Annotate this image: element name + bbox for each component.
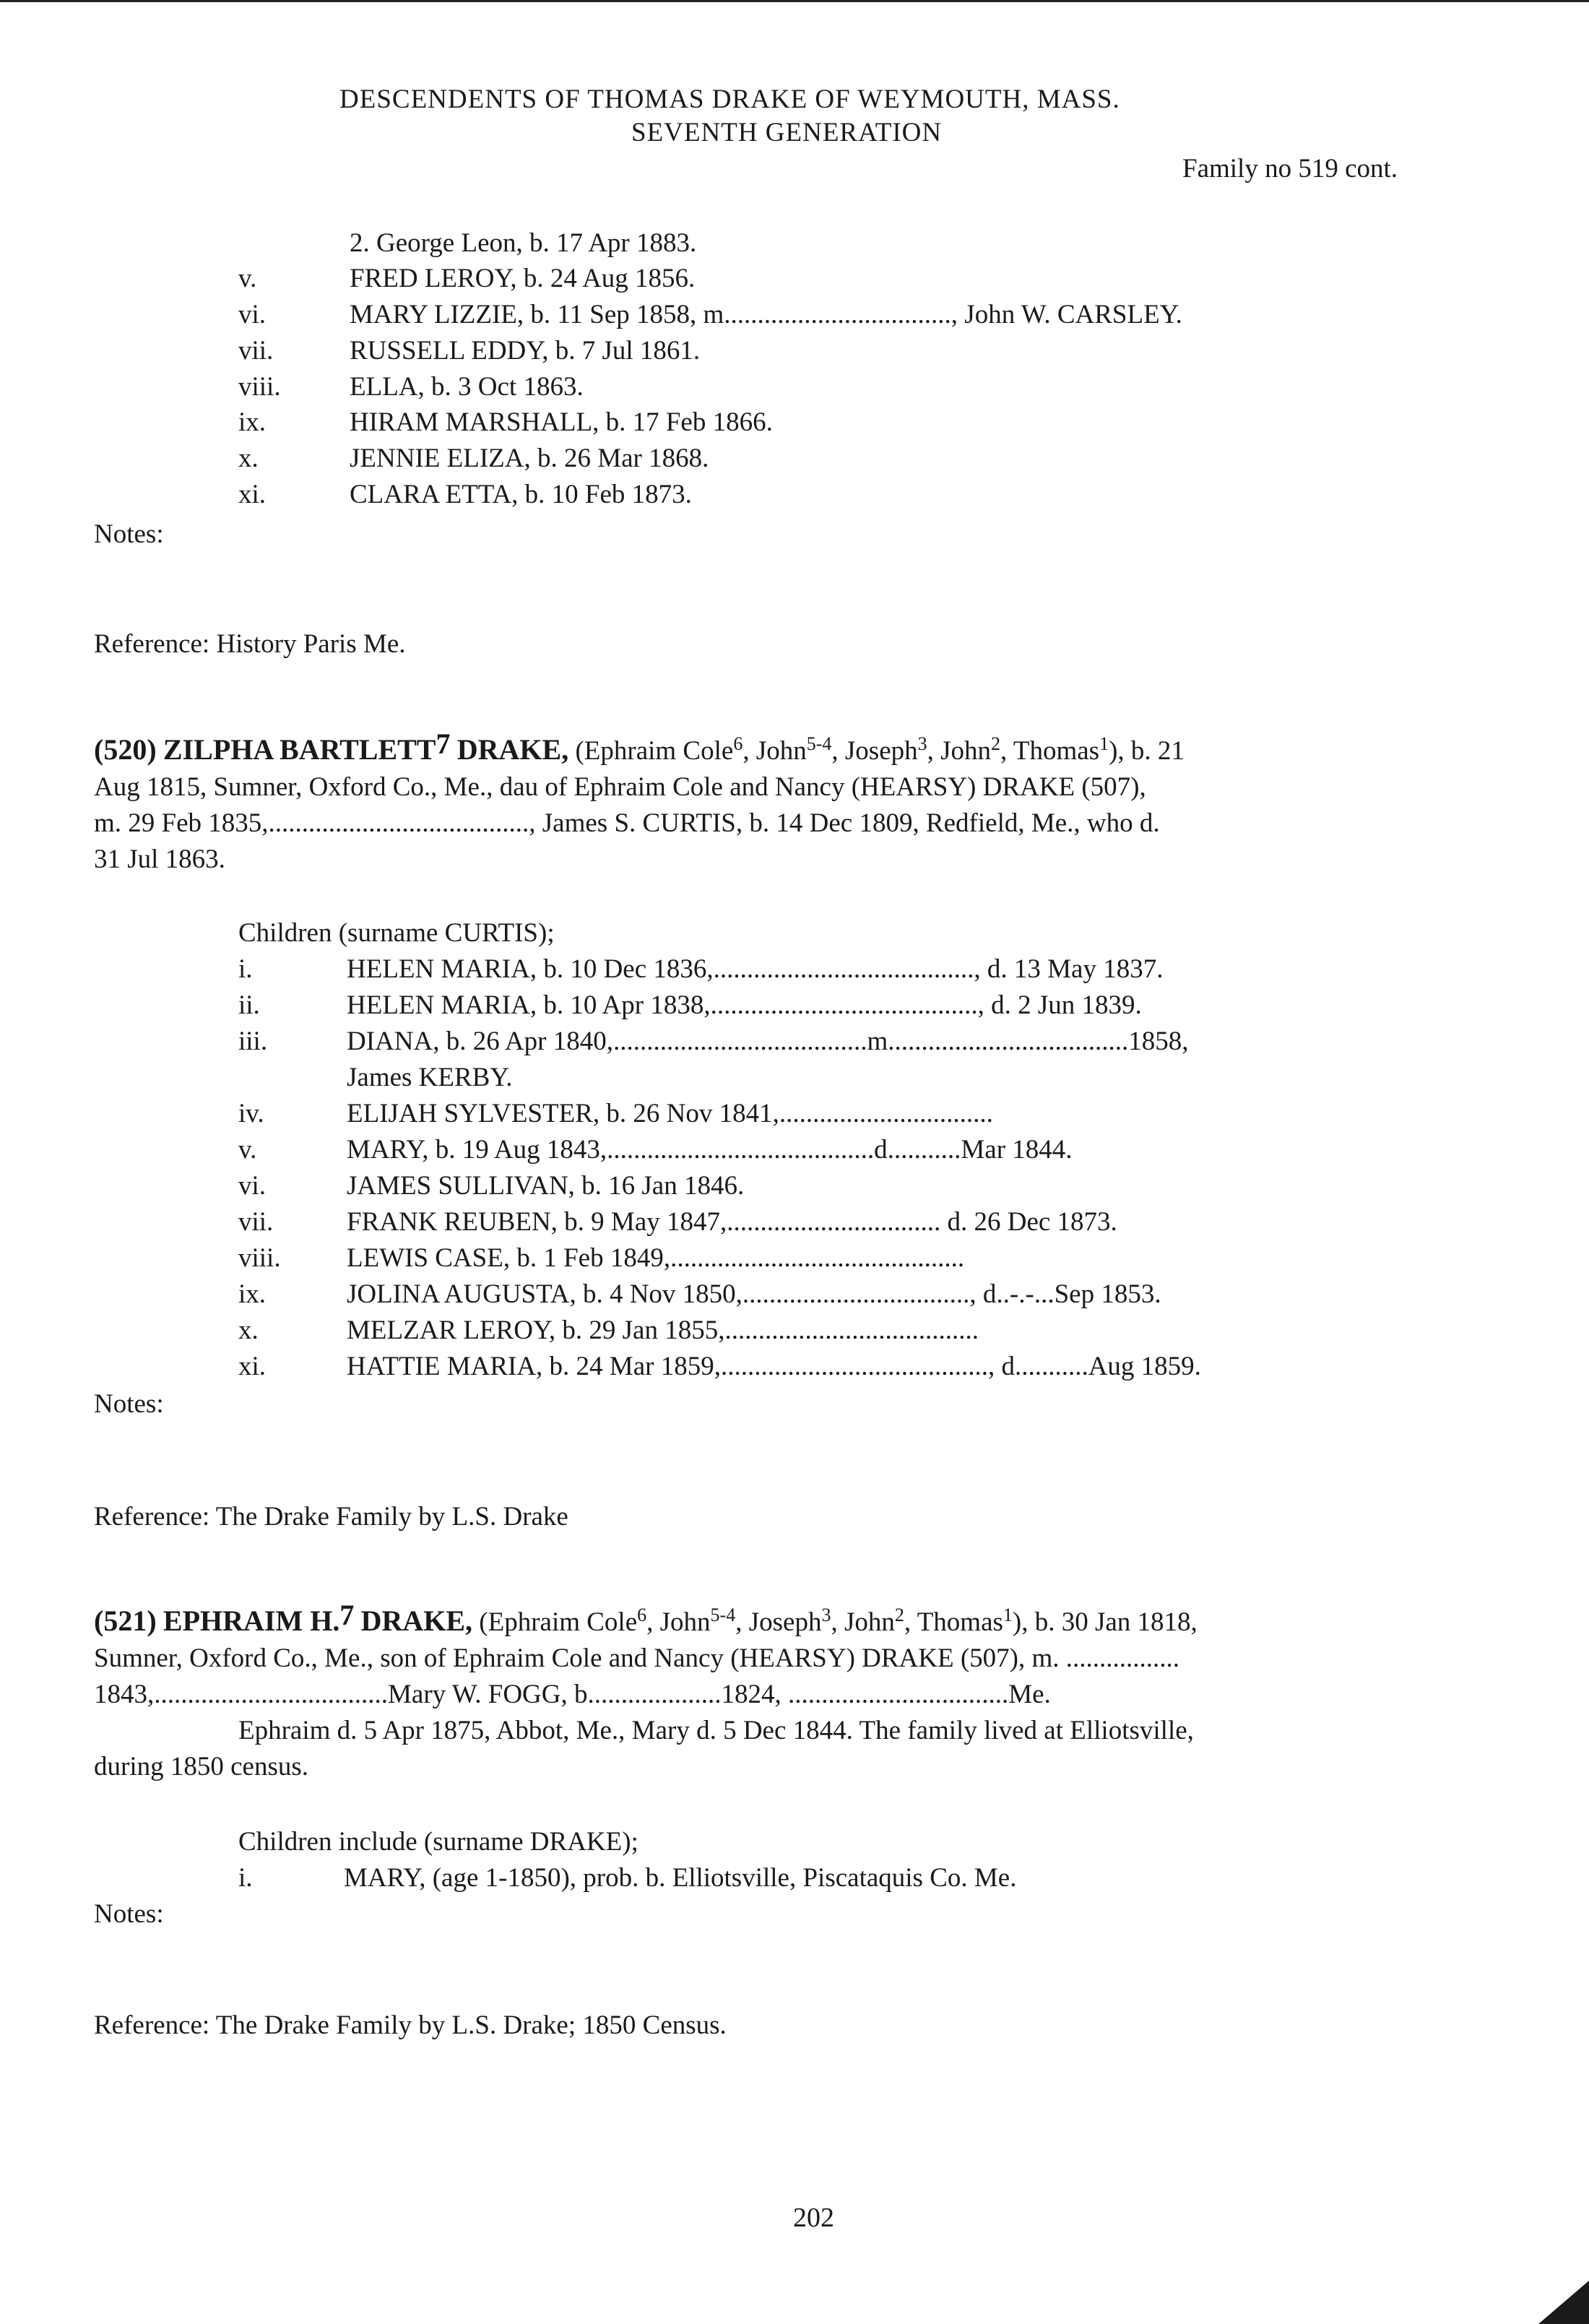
entry-text-line: 1843,...................................Mary W. FOGG, b....................1824, .................................Me. xyxy=(94,1680,1051,1709)
child-entry: HELEN MARIA, b. 10 Apr 1838,........................................, d. 2 Jun 1839. xyxy=(347,990,1142,1020)
generation-heading: SEVENTH GENERATION xyxy=(631,118,943,147)
page-corner-mark xyxy=(1538,2281,1589,2324)
child-number: v. xyxy=(238,1135,257,1165)
child-entry: LEWIS CASE, b. 1 Feb 1849,............................................ xyxy=(347,1243,965,1273)
child-entry: MARY, (age 1-1850), prob. b. Elliotsville, Piscataquis Co. Me. xyxy=(344,1863,1017,1893)
child-entry: MELZAR LEROY, b. 29 Jan 1855,...................................... xyxy=(347,1316,979,1345)
child-entry: ELIJAH SYLVESTER, b. 26 Nov 1841,................................ xyxy=(347,1099,993,1128)
children-heading: Children (surname CURTIS); xyxy=(238,918,555,948)
child-entry: FRED LEROY, b. 24 Aug 1856. xyxy=(350,264,696,293)
reference-line: Reference: The Drake Family by L.S. Drake xyxy=(94,1502,568,1532)
child-number: vii. xyxy=(238,1207,274,1237)
entry-text-line: Sumner, Oxford Co., Me., son of Ephraim Cole and Nancy (HEARSY) DRAKE (507), m. ................. xyxy=(94,1643,1179,1673)
child-number: vii. xyxy=(238,336,274,366)
child-entry: MARY, b. 19 Aug 1843,........................................d...........Mar 1844. xyxy=(347,1135,1073,1165)
child-number: v. xyxy=(238,264,257,293)
entry-text-line: Aug 1815, Sumner, Oxford Co., Me., dau of Ephraim Cole and Nancy (HEARSY) DRAKE (507), xyxy=(94,772,1146,802)
child-entry: CLARA ETTA, b. 10 Feb 1873. xyxy=(350,480,692,509)
child-entry: HELEN MARIA, b. 10 Dec 1836,......................................., d. 13 May 1837. xyxy=(347,954,1164,984)
child-number: ix. xyxy=(238,407,267,437)
child-number: viii. xyxy=(238,1243,281,1273)
entry-heading-520 xyxy=(94,727,1185,767)
reference-line: Reference: The Drake Family by L.S. Drake; 1850 Census. xyxy=(94,2010,727,2040)
reference-line: Reference: History Paris Me. xyxy=(94,629,406,659)
child-number: x. xyxy=(238,444,259,473)
lineage: (Ephraim Cole$^6$, John$^{5-4}$, Joseph$^3$, John$^2$, Thomas$^1$), b. 30 Jan 1818, xyxy=(479,1604,1198,1637)
child-entry: HIRAM MARSHALL, b. 17 Feb 1866. xyxy=(350,407,773,437)
entry-name: ZILPHA BARTLETT xyxy=(163,733,436,766)
child-number: i. xyxy=(238,1863,253,1893)
child-number: xi. xyxy=(238,1352,267,1381)
entry-surname: DRAKE, xyxy=(360,1604,473,1637)
child-entry: JOLINA AUGUSTA, b. 4 Nov 1850,.................................., d..-.-...Sep 1853. xyxy=(347,1279,1161,1309)
children-heading: Children include (surname DRAKE); xyxy=(238,1827,638,1857)
notes-label: Notes: xyxy=(94,1899,164,1929)
child-number: iii. xyxy=(238,1027,268,1056)
child-number: xi. xyxy=(238,480,267,509)
child-entry: FRANK REUBEN, b. 9 May 1847,................................ d. 26 Dec 1873. xyxy=(347,1207,1117,1237)
lineage: (Ephraim Cole$^6$, John$^{5-4}$, Joseph$^3$, John$^2$, Thomas$^1$), b. 21 xyxy=(575,733,1185,766)
page-title: DESCENDENTS OF THOMAS DRAKE OF WEYMOUTH, MASS. xyxy=(339,85,1120,114)
entry-paragraph-line: during 1850 census. xyxy=(94,1752,308,1781)
child-entry: DIANA, b. 26 Apr 1840,......................................m....................................1858, xyxy=(347,1027,1189,1056)
child-number: vi. xyxy=(238,1171,267,1201)
child-number: iv. xyxy=(238,1099,264,1128)
entry-id: (520) xyxy=(94,733,157,766)
child-entry: ELLA, b. 3 Oct 1863. xyxy=(350,372,584,402)
child-entry: JENNIE ELIZA, b. 26 Mar 1868. xyxy=(350,444,709,473)
notes-label: Notes: xyxy=(94,1389,164,1419)
child-number: viii. xyxy=(238,372,281,402)
generation-superscript: 7 xyxy=(436,727,451,760)
child-number: vi. xyxy=(238,300,267,329)
entry-name: EPHRAIM H. xyxy=(163,1604,340,1637)
page-number: 202 xyxy=(793,2203,834,2233)
child-entry-continued: James KERBY. xyxy=(347,1063,513,1092)
entry-text-line: 31 Jul 1863. xyxy=(94,844,225,874)
child-entry: RUSSELL EDDY, b. 7 Jul 1861. xyxy=(350,336,701,366)
entry-text-line: m. 29 Feb 1835,......................................., James S. CURTIS, b. 14 Dec 1809, Redfield, Me., who d. xyxy=(94,808,1160,838)
child-number: x. xyxy=(238,1316,259,1345)
child-entry: JAMES SULLIVAN, b. 16 Jan 1846. xyxy=(347,1171,745,1201)
entry-id: (521) xyxy=(94,1604,157,1637)
child-entry: HATTIE MARIA, b. 24 Mar 1859,........................................, d...........Aug 1859. xyxy=(347,1352,1201,1381)
entry-surname: DRAKE, xyxy=(456,733,569,766)
entry-paragraph-line: Ephraim d. 5 Apr 1875, Abbot, Me., Mary d. 5 Dec 1844. The family lived at Elliotsville, xyxy=(238,1716,1194,1745)
notes-label: Notes: xyxy=(94,519,164,549)
entry-heading-521 xyxy=(94,1599,1198,1638)
generation-superscript: 7 xyxy=(339,1599,355,1631)
child-number: ix. xyxy=(238,1279,267,1309)
family-continued-label: Family no 519 cont. xyxy=(1182,154,1398,183)
child-number: ii. xyxy=(238,990,260,1020)
child-entry: MARY LIZZIE, b. 11 Sep 1858, m.................................., John W. CARSLEY. xyxy=(350,300,1182,329)
child-number: i. xyxy=(238,954,253,984)
grandchild-item: 2. George Leon, b. 17 Apr 1883. xyxy=(350,228,697,258)
